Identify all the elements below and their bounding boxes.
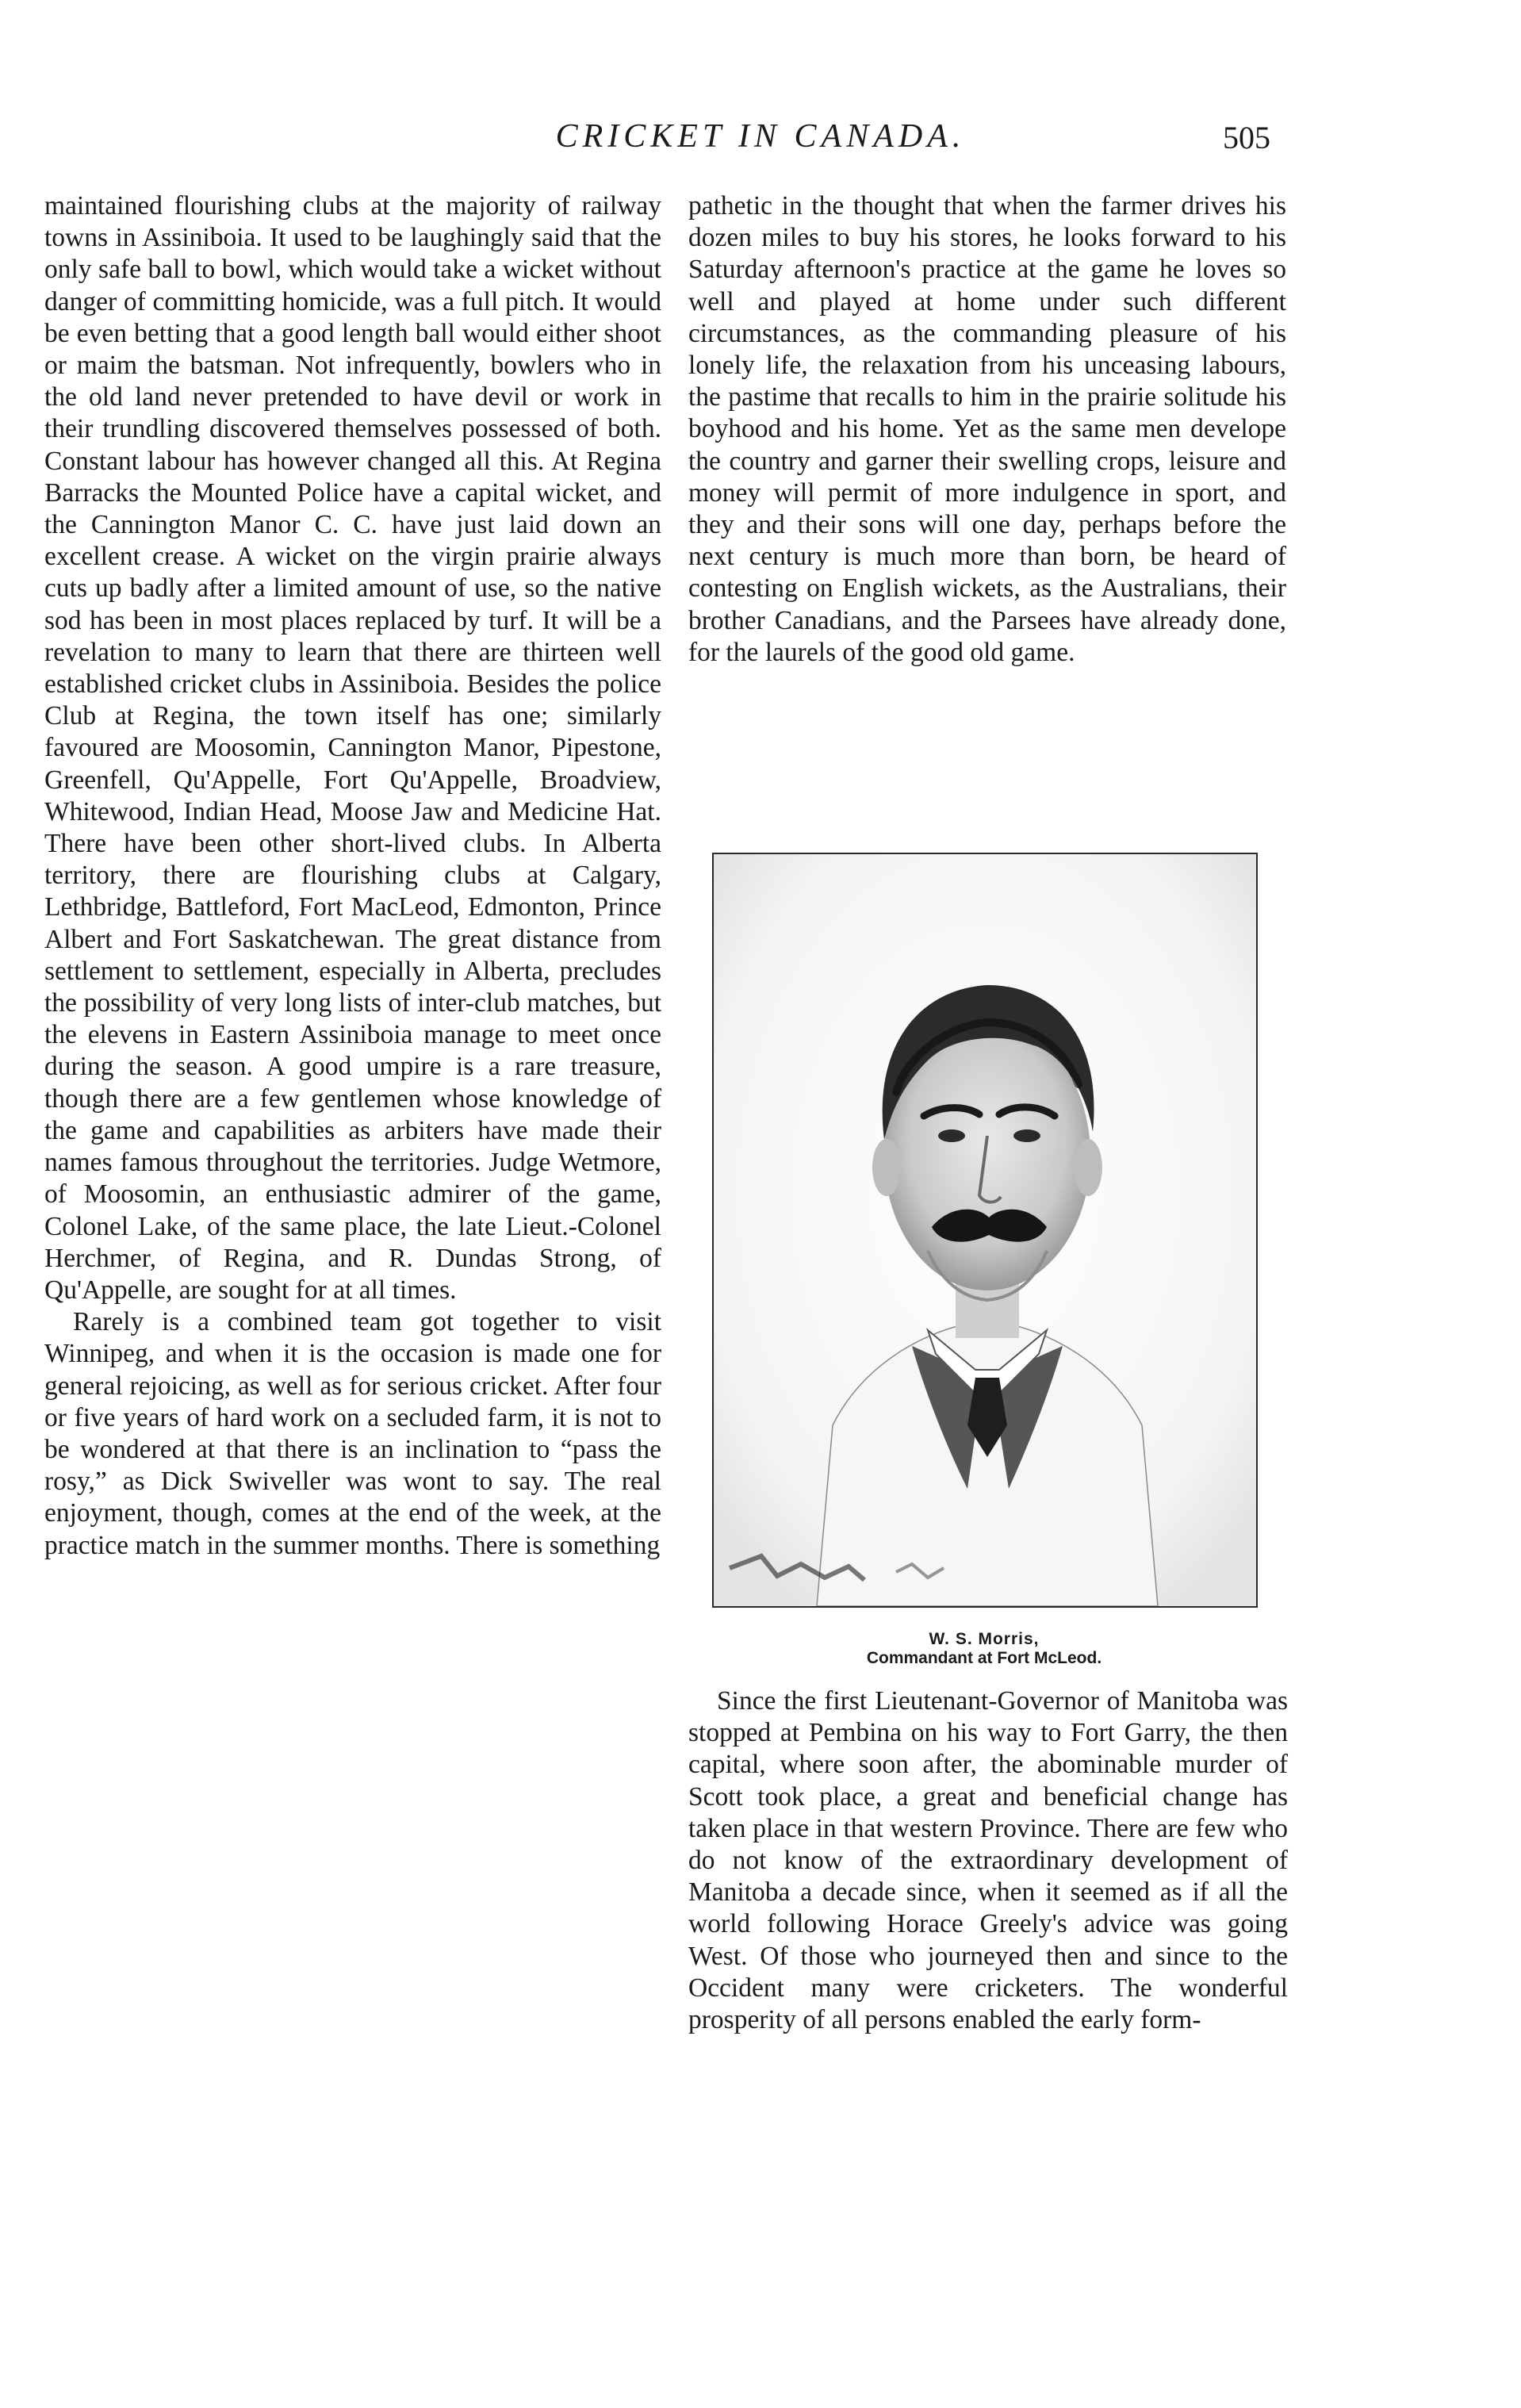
right-column-bottom xyxy=(688,1685,1288,2036)
running-title: CRICKET IN CANADA. xyxy=(555,118,966,155)
right-paragraph-1: pathetic in the thought that when the farmer drives his dozen miles to buy his stores, he looks forward to his Saturday afternoon's practice at the game he loves so well and played at home under such different circumstances, as the commanding pleasure of his lonely life, the relaxation from his unceasing labours, the pastime that recalls to him in the prairie solitude his boyhood and his home. Yet as the same men develope the country and garner their swelling crops, leisure and money will permit of more indulgence in sport, and they and their sons will one day, perhaps before the next century is much more than born, be heard of contesting on English wickets, as the Australians, their brother Canadians, and the Parsees have already done, for the laurels of the good old game. xyxy=(688,191,1286,667)
portrait-illustration xyxy=(714,854,1256,1606)
left-column xyxy=(44,190,661,1562)
right-column-top xyxy=(688,190,1286,669)
page-number: 505 xyxy=(1223,120,1270,155)
caption-title: Commandant at Fort McLeod. xyxy=(866,1649,1102,1667)
left-paragraph-2: Rarely is a combined team got together to visit Winnipeg, and when it is the occasion is made one for general rejoicing, as well as for serious cricket. After four or five years of hard work on a secluded farm, it is not to be wondered at that there is an inclination to “pass the rosy,” as Dick Swiveller was wont to say. The real enjoyment, though, comes at the end of the week, at the practice match in the summer months. There is something xyxy=(44,1307,661,1560)
caption-name: W. S. Morris, xyxy=(929,1630,1040,1648)
portrait-photo xyxy=(712,853,1258,1608)
portrait-caption xyxy=(712,1630,1256,1668)
left-paragraph-1: maintained flourishing clubs at the majority of railway towns in Assiniboia. It used to be laughingly said that the only safe ball to bowl, which would take a wicket without danger of committing homicide, was a full pitch. It would be even betting that a good length ball would either shoot or maim the batsman. Not infrequently, bowlers who in the old land never pretended to have devil or work in their trundling discovered themselves possessed of both. Constant labour has however changed all this. At Regina Barracks the Mounted Police have a capital wicket, and the Cannington Manor C. C. have just laid down an excellent crease. A wicket on the virgin prairie always cuts up badly after a limited amount of use, so the native sod has been in most places replaced by turf. It will be a revelation to many to learn that there are thirteen well established cricket clubs in Assiniboia. Besides the police Club at Regina, the town itself has one; similarly favoured are Moosomin, Cannington Manor, Pipestone, Greenfell, Qu'Appelle, Fort Qu'Appelle, Broadview, Whitewood, Indian Head, Moose Jaw and Medicine Hat. There have been other short-lived clubs. In Alberta territory, there are flourishing clubs at Calgary, Lethbridge, Battleford, Fort MacLeod, Edmonton, Prince Albert and Fort Saskatchewan. The great distance from settlement to settlement, especially in Alberta, precludes the possibility of very long lists of inter-club matches, but the elevens in Eastern Assiniboia manage to meet once during the season. A good umpire is a rare treasure, though there are a few gentlemen whose knowledge of the game and capabilities as arbiters have made their names famous throughout the territories. Judge Wetmore, of Moosomin, an enthusiastic admirer of the game, Colonel Lake, of the same place, the late Lieut.-Colonel Herchmer, of Regina, and R. Dundas Strong, of Qu'Appelle, are sought for at all times. xyxy=(44,191,661,1305)
portrait-figure xyxy=(712,853,1256,1668)
right-paragraph-2: Since the first Lieutenant-Governor of Manitoba was stopped at Pembina on his way to Fort Garry, the then capital, where soon after, the abominable murder of Scott took place, a great and beneficial change has taken place in that western Province. There are few who do not know of the extraordinary development of Manitoba a decade since, when it seemed as if all the world following Horace Greely's advice was going West. Of those who journeyed then and since to the Occident many were cricketers. The wonderful prosperity of all persons enabled the early form- xyxy=(688,1686,1288,2035)
